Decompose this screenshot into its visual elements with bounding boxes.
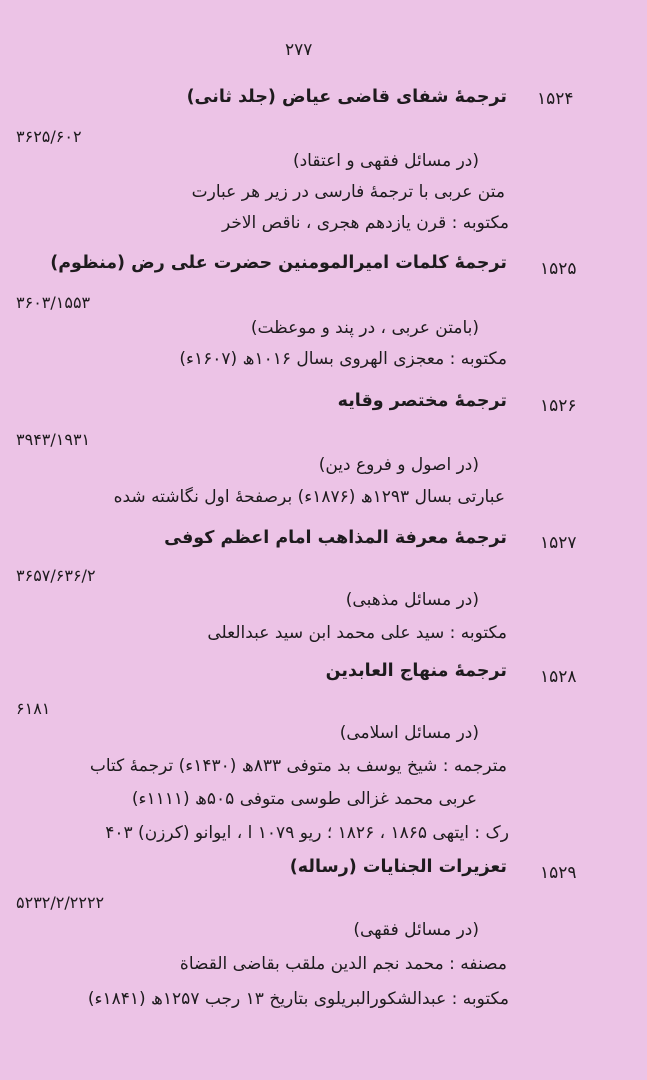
- entry-number: ۱۵۲۵: [540, 259, 577, 279]
- entry-line: متن عربی با ترجمهٔ فارسی در زیر هر عبارت: [191, 182, 505, 202]
- entry-number: ۱۵۲۴: [537, 89, 574, 109]
- entry-line: مصنفه : محمد نجم الدین ملقب بقاضی القضاة: [179, 954, 507, 974]
- entry-title: ترجمهٔ شفای قاضی عیاض (جلد ثانی): [186, 87, 507, 107]
- entry-number: ۱۵۲۹: [540, 863, 577, 883]
- entry-title: ترجمهٔ کلمات امیرالمومنین حضرت علی رض (منظوم): [50, 253, 507, 273]
- entry-subject: (در اصول و فروع دین): [318, 455, 479, 475]
- entry-reference: ۳۶۵۷/۶۳۶/۲: [16, 566, 96, 585]
- entry-line: عبارتی بسال ۱۲۹۳ھ (۱۸۷۶ء) برصفحهٔ اول نگاشته شده: [113, 487, 505, 507]
- entry-line: مکتوبه : قرن یازدهم هجری ، ناقص الاخر: [221, 213, 509, 233]
- page-number: ۲۷۷: [285, 40, 313, 60]
- entry-subject: (بامتن عربی ، در پند و موعظت): [250, 318, 479, 338]
- entry-title: ترجمهٔ منهاج العابدین: [325, 661, 507, 681]
- entry-title: تعزیرات الجنایات (رساله): [289, 857, 507, 877]
- entry-reference: ۶۱۸۱: [16, 699, 51, 718]
- entry-reference: ۳۹۴۳/۱۹۳۱: [16, 430, 91, 449]
- entry-number: ۱۵۲۸: [540, 667, 577, 687]
- entry-subject: (در مسائل مذهبی): [345, 590, 479, 610]
- entry-subject: (در مسائل اسلامی): [339, 723, 479, 743]
- entry-line: مکتوبه : سید علی محمد ابن سید عبدالعلی: [207, 623, 507, 643]
- entry-line: مترجمه : شیخ یوسف بد متوفی ۸۳۳ھ (۱۴۳۰ء) ترجمهٔ کتاب: [89, 756, 507, 776]
- entry-title: ترجمهٔ معرفة المذاهب امام اعظم کوفی: [164, 528, 507, 548]
- entry-number: ۱۵۲۶: [540, 396, 577, 416]
- entry-title: ترجمهٔ مختصر وقایه: [337, 391, 507, 411]
- entry-line: مکتوبه : عبدالشکورالبریلوی بتاریخ ۱۳ رجب ۱۲۵۷ھ (۱۸۴۱ء): [87, 989, 509, 1009]
- entry-number: ۱۵۲۷: [540, 533, 577, 553]
- entry-line: مکتوبه : معجزی الهروی بسال ۱۰۱۶ھ (۱۶۰۷ء): [179, 349, 507, 369]
- entry-subject: (در مسائل فقهی و اعتقاد): [292, 151, 479, 171]
- entry-reference: ۳۶۲۵/۶۰۲: [16, 127, 82, 146]
- entry-reference: ۵۲۳۲/۲/۲۲۲۲: [16, 893, 105, 912]
- entry-line: عربی محمد غزالی طوسی متوفی ۵۰۵ھ (۱۱۱۱ء): [131, 789, 477, 809]
- entry-line: رک : ایتهی ۱۸۶۵ ، ۱۸۲۶ ؛ ریو ۱۰۷۹ ا ، ایوانو (کرزن) ۴۰۳: [105, 823, 509, 843]
- entry-subject: (در مسائل فقهی): [353, 920, 479, 940]
- entry-reference: ۳۶۰۳/۱۵۵۳: [16, 293, 91, 312]
